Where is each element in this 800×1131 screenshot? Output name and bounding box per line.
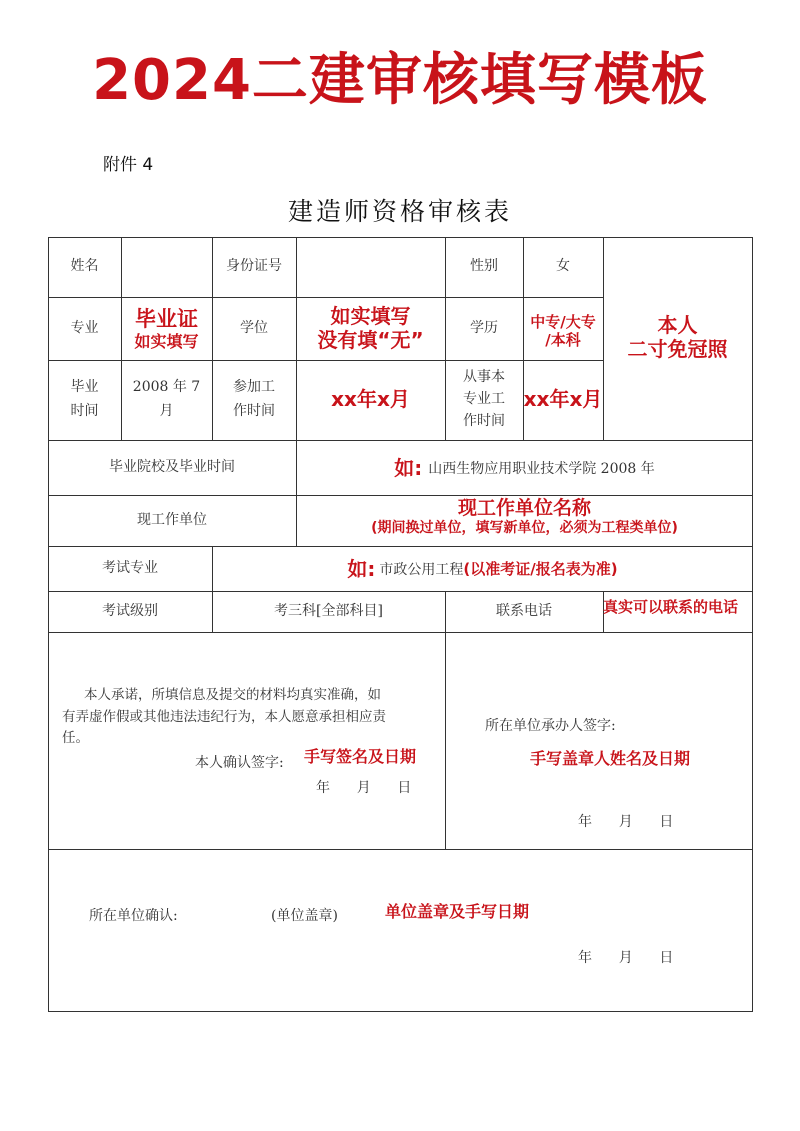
major-hint: 毕业证 如实填写 [134, 307, 199, 352]
exam-major-value: 市政公用工程 [379, 561, 464, 578]
name-field[interactable] [121, 237, 212, 297]
phone-label: 联系电话 [496, 602, 552, 619]
exam-level-value[interactable]: 考三科[全部科目] [274, 602, 383, 619]
work-start-hint: xx年x月 [331, 387, 410, 411]
unit-stamp-label: (单位盖章) [271, 908, 338, 924]
gender-label: 性别 [470, 258, 498, 275]
page-title: 2024二建审核填写模板 [92, 48, 708, 113]
name-label: 姓名 [70, 258, 99, 275]
education-hint: 中专/大专 /本科 [530, 313, 596, 349]
graduation-time-value[interactable]: 2008 年 7 月 [132, 379, 201, 419]
handler-sign-label: 所在单位承办人签字: [485, 718, 616, 734]
graduation-time-label: 毕业 时间 [70, 379, 99, 419]
id-number-label: 身份证号 [226, 258, 282, 275]
degree-hint: 如实填写 没有填“无” [317, 304, 424, 352]
employer-hint: 现工作单位名称 (期间换过单位，填写新单位，必须为工程类单位) [371, 497, 678, 536]
unit-stamp-hint: 单位盖章及手写日期 [385, 902, 530, 921]
attachment-label: 附件 4 [103, 155, 154, 175]
professional-time-label: 从事本 专业工 作时间 [463, 369, 505, 429]
handler-sign-date[interactable]: 年 月 日 [578, 814, 674, 830]
promise-text: 本人承诺，所填信息及提交的材料均真实准确，如 有弄虚作假或其他违法违纪行为，本人愿意承担相应责 任。 [62, 687, 386, 747]
form-title: 建造师资格审核表 [287, 197, 512, 226]
photo-placeholder: 本人 二寸免冠照 [627, 313, 728, 361]
school-label: 毕业院校及毕业时间 [109, 458, 235, 475]
phone-hint: 真实可以联系的电话 [603, 598, 739, 616]
self-sign-label: 本人确认签字: [195, 755, 284, 771]
example-prefix: 如: [347, 556, 376, 581]
exam-major-hint: (以准考证/报名表为准) [463, 559, 618, 578]
education-label: 学历 [470, 319, 498, 336]
professional-time-hint: xx年x月 [523, 387, 603, 411]
major-label: 专业 [70, 319, 99, 336]
exam-major-label: 考试专业 [102, 559, 158, 576]
school-field[interactable] [296, 440, 753, 495]
handler-sign-hint: 手写盖章人姓名及日期 [530, 749, 691, 768]
qualification-review-form [48, 237, 753, 1012]
self-sign-date[interactable]: 年 月 日 [316, 780, 412, 796]
id-number-field[interactable] [296, 237, 445, 297]
degree-label: 学位 [240, 319, 268, 336]
gender-value[interactable]: 女 [556, 258, 570, 275]
work-start-label: 参加工 作时间 [233, 379, 275, 419]
exam-level-label: 考试级别 [102, 602, 158, 619]
unit-confirm-date[interactable]: 年 月 日 [578, 950, 674, 966]
school-value: 山西生物应用职业技术学院 2008 年 [428, 460, 655, 477]
exam-major-field[interactable] [212, 546, 753, 591]
self-sign-hint: 手写签名及日期 [304, 747, 417, 766]
example-prefix: 如: [394, 455, 423, 480]
unit-confirm-label: 所在单位确认: [89, 908, 178, 924]
employer-label: 现工作单位 [137, 511, 207, 528]
